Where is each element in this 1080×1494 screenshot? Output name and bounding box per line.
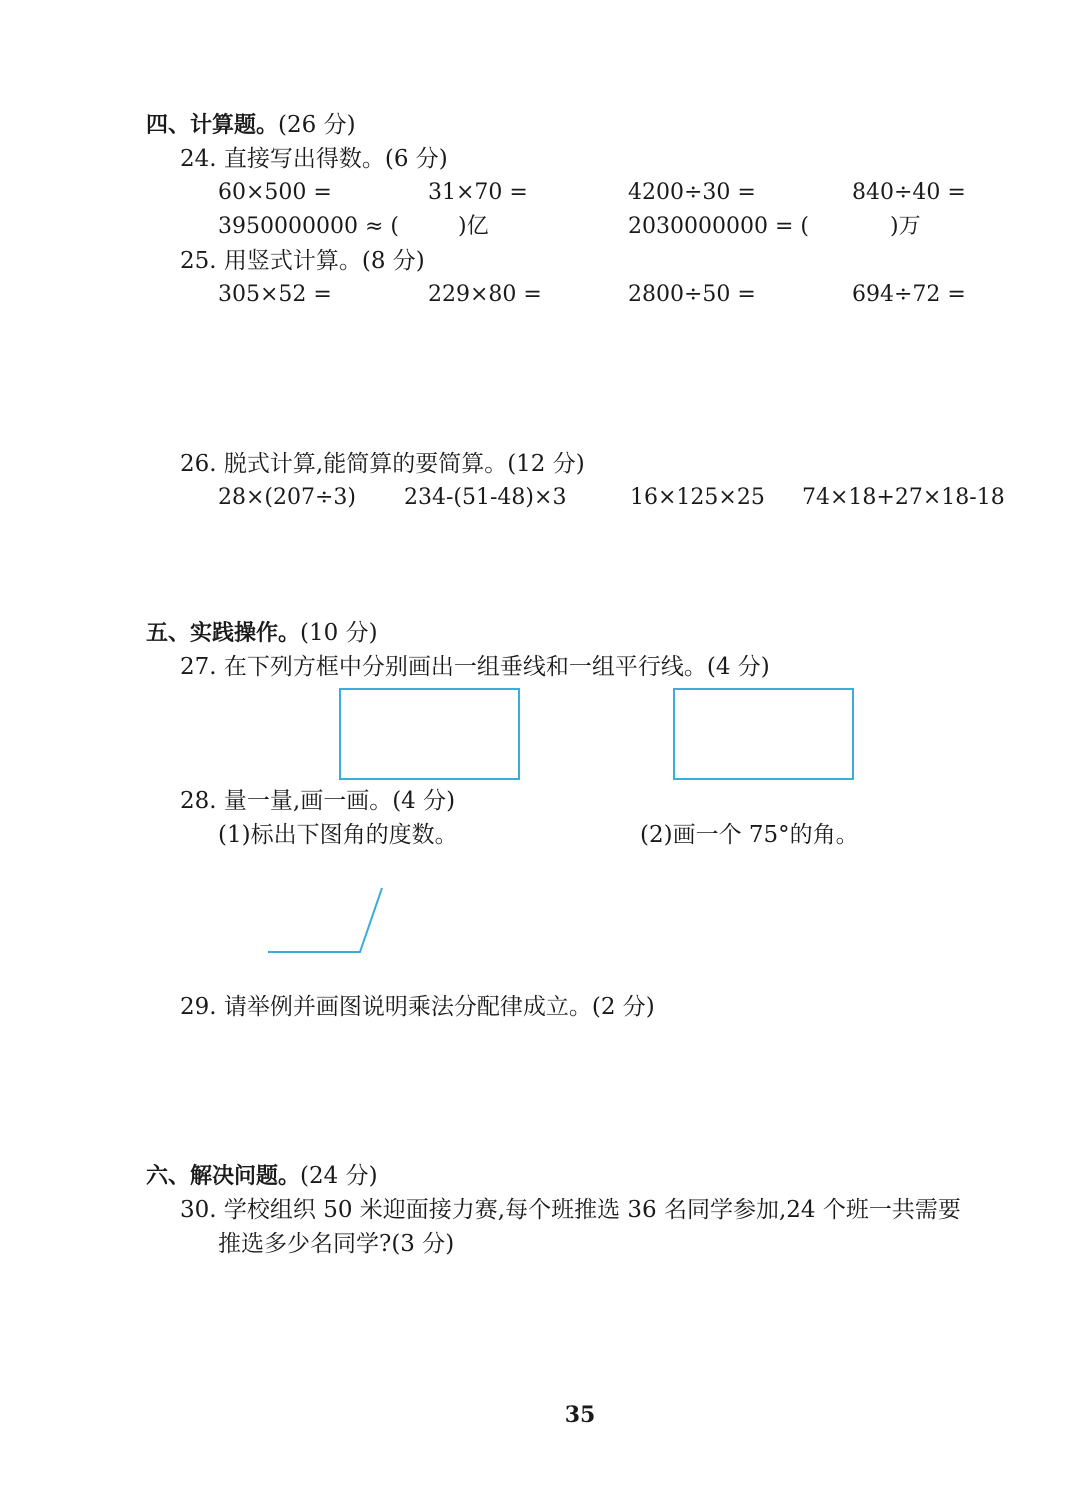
- q25-expr-3: 2800÷50 =: [628, 282, 756, 307]
- q24-expr-2: 31×70 =: [428, 180, 528, 205]
- q30-line-1: 30. 学校组织 50 米迎面接力赛,每个班推选 36 名同学参加,24 个班一共需要: [180, 1197, 961, 1223]
- q24-expr-6-right: )万: [890, 214, 921, 239]
- q30-line-2: 推选多少名同学?(3 分): [218, 1231, 455, 1257]
- q25-label: 25. 用竖式计算。(8 分): [180, 248, 425, 274]
- q27-box-parallel[interactable]: [673, 688, 854, 780]
- q26-label: 26. 脱式计算,能简算的要简算。(12 分): [180, 451, 585, 477]
- q28-angle-figure: [260, 880, 390, 960]
- q25-expr-4: 694÷72 =: [852, 282, 966, 307]
- q24-expr-1: 60×500 =: [218, 180, 332, 205]
- q27-label: 27. 在下列方框中分别画出一组垂线和一组平行线。(4 分): [180, 654, 770, 680]
- q24-expr-5-left: 3950000000 ≈ (: [218, 214, 399, 239]
- section-5-heading: [146, 618, 378, 649]
- q27-box-perpendicular[interactable]: [339, 688, 520, 780]
- q28-sub2: (2)画一个 75°的角。: [640, 822, 859, 848]
- q24-expr-4: 840÷40 =: [852, 180, 966, 205]
- q26-expr-2: 234-(51-48)×3: [404, 485, 567, 510]
- section-4-points: (26 分): [278, 112, 356, 138]
- page-number: 35: [564, 1402, 596, 1428]
- q26-expr-4: 74×18+27×18-18: [802, 485, 1005, 510]
- q26-expr-3: 16×125×25: [630, 485, 765, 510]
- section-6-title: 六、解决问题。: [146, 1164, 301, 1189]
- q24-expr-3: 4200÷30 =: [628, 180, 756, 205]
- angle-lines: [268, 888, 382, 952]
- section-6-heading: [146, 1161, 378, 1192]
- q25-expr-2: 229×80 =: [428, 282, 542, 307]
- q24-label: 24. 直接写出得数。(6 分): [180, 146, 448, 172]
- q29-label: 29. 请举例并画图说明乘法分配律成立。(2 分): [180, 994, 655, 1020]
- section-4-title: 四、计算题。: [146, 113, 279, 138]
- q24-expr-6-left: 2030000000 = (: [628, 214, 809, 239]
- section-4-heading: [146, 110, 356, 141]
- section-5-points: (10 分): [300, 620, 378, 646]
- q24-expr-5-right: )亿: [458, 214, 489, 239]
- q28-label: 28. 量一量,画一画。(4 分): [180, 788, 456, 814]
- section-5-title: 五、实践操作。: [146, 621, 301, 646]
- q28-sub1: (1)标出下图角的度数。: [218, 822, 458, 848]
- q26-expr-1: 28×(207÷3): [218, 485, 357, 510]
- q25-expr-1: 305×52 =: [218, 282, 332, 307]
- section-6-points: (24 分): [300, 1163, 378, 1189]
